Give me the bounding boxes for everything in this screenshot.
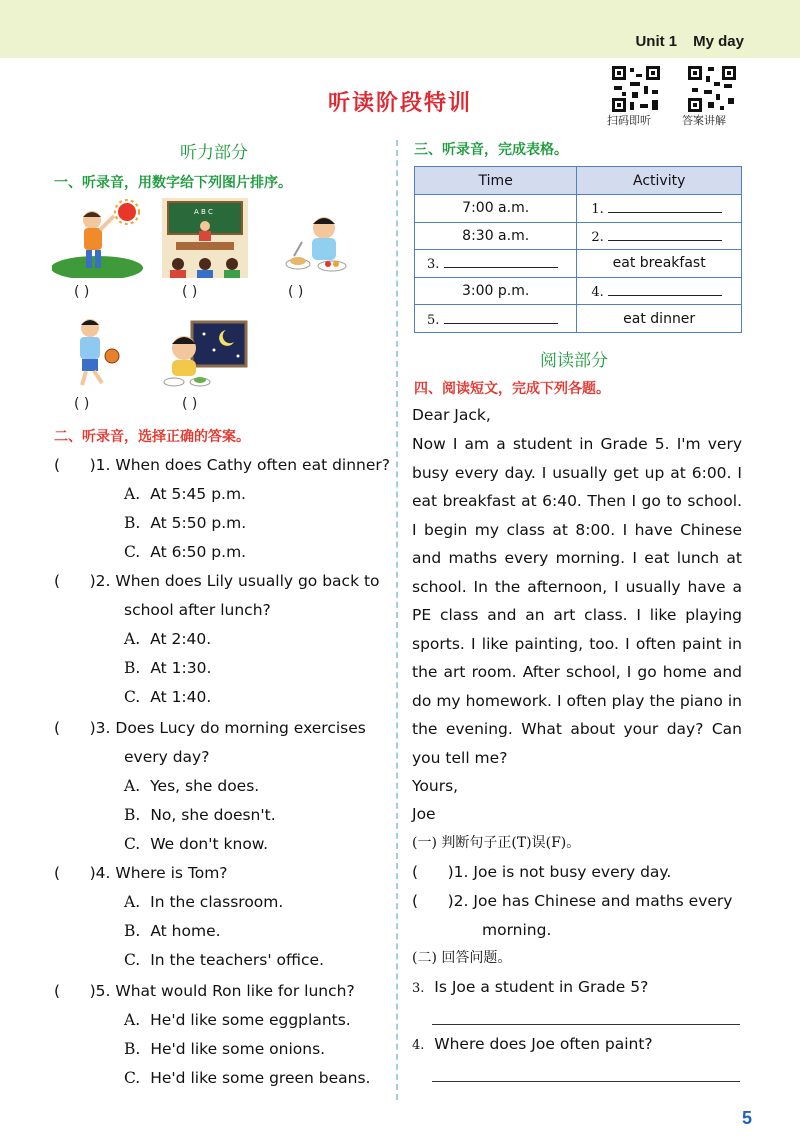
part2-title: 二、听录音，选择正确的答案。 <box>54 429 250 445</box>
qr-caption-listen: 扫码即听 <box>607 114 651 127</box>
option-c[interactable]: C. He'd like some green beans. <box>124 1069 371 1087</box>
option-a[interactable]: A. At 5:45 p.m. <box>124 485 246 503</box>
qa-question-4: 4. Where does Joe often paint? <box>412 1035 653 1053</box>
qr-caption-answer: 答案讲解 <box>682 114 726 127</box>
option-a[interactable]: A. In the classroom. <box>124 893 284 911</box>
table-row <box>415 277 742 305</box>
answer-paren[interactable]: ( ) <box>182 396 198 412</box>
time-cell[interactable]: 3. <box>415 250 577 278</box>
qa-question-3: 3. Is Joe a student in Grade 5? <box>412 978 649 996</box>
part4-title: 四、阅读短文，完成下列各题。 <box>414 381 610 397</box>
answer-paren[interactable]: ( ) <box>288 284 304 300</box>
boy-eating-icon <box>284 212 354 276</box>
schedule-table <box>414 166 742 333</box>
unit-header <box>635 33 744 50</box>
activity-cell[interactable]: 1. <box>577 195 742 223</box>
option-c[interactable]: C. We don't know. <box>124 835 268 853</box>
question-5: ( )5. What would Ron like for lunch? <box>54 982 355 1000</box>
question-2-cont: school after lunch? <box>124 601 271 619</box>
answer-paren[interactable]: ( ) <box>182 284 198 300</box>
page-number: 5 <box>741 1108 752 1128</box>
table-row <box>415 305 742 333</box>
table-header-activity: Activity <box>577 167 742 195</box>
activity-cell: eat breakfast <box>577 250 742 278</box>
option-a[interactable]: A. Yes, she does. <box>124 777 260 795</box>
boy-dinner-night-icon <box>160 320 248 390</box>
boy-playing-sun-icon <box>52 198 148 278</box>
option-b[interactable]: B. At 1:30. <box>124 659 212 677</box>
table-row <box>415 250 742 278</box>
answer-line[interactable] <box>432 1081 740 1082</box>
answer-paren[interactable]: ( ) <box>74 396 90 412</box>
answer-line[interactable] <box>432 1024 740 1025</box>
activity-cell[interactable]: 2. <box>577 222 742 250</box>
question-3-cont: every day? <box>124 748 210 766</box>
column-divider <box>396 140 398 1100</box>
unit-label: Unit 1 <box>635 33 678 50</box>
part1-title: 一、听录音，用数字给下列图片排序。 <box>54 175 292 191</box>
table-row <box>415 195 742 223</box>
time-cell: 8:30 a.m. <box>415 222 577 250</box>
question-3: ( )3. Does Lucy do morning exercises <box>54 719 366 737</box>
table-row <box>415 222 742 250</box>
reading-section-title: 阅读部分 <box>540 351 608 371</box>
option-c[interactable]: C. In the teachers' office. <box>124 951 325 969</box>
tf-question-2-cont: morning. <box>482 921 552 939</box>
answer-paren[interactable]: ( ) <box>74 284 90 300</box>
boy-basketball-icon <box>66 316 126 390</box>
qr-code-icon[interactable] <box>686 64 738 114</box>
qr-code-icon[interactable] <box>610 64 662 114</box>
svg-text:A B C: A B C <box>194 208 213 216</box>
tf-question-1: ( )1. Joe is not busy every day. <box>412 863 672 881</box>
letter-signature: Joe <box>412 805 436 823</box>
table-header-time: Time <box>415 167 577 195</box>
question-2: ( )2. When does Lily usually go back to <box>54 572 380 590</box>
letter-body: Now I am a student in Grade 5. I'm very busy every day. I usually get up at 6:00. I eat breakfast at 6:40. Then I go to school. I begin my class at 8:00. I have Chinese and maths every morning. I eat lunch at school. In the afternoon, I usually have a PE class and an art class. I like playing sports. I like painting, too. I often paint in the art room. After school, I go home and do my homework. I often play the piano in the evening. What about your day? Can you tell me? <box>412 435 742 767</box>
part3-title: 三、听录音，完成表格。 <box>414 142 568 158</box>
option-c[interactable]: C. At 1:40. <box>124 688 212 706</box>
listening-section-title: 听力部分 <box>180 143 248 163</box>
option-c[interactable]: C. At 6:50 p.m. <box>124 543 247 561</box>
letter-closing: Yours, <box>412 777 459 795</box>
page-title: 听读阶段特训 <box>327 91 472 116</box>
qa-instruction: (二) 回答问题。 <box>412 950 512 966</box>
question-4: ( )4. Where is Tom? <box>54 864 228 882</box>
option-a[interactable]: A. At 2:40. <box>124 630 212 648</box>
tf-question-2: ( )2. Joe has Chinese and maths every <box>412 892 733 910</box>
option-a[interactable]: A. He'd like some eggplants. <box>124 1011 351 1029</box>
classroom-teacher-icon <box>162 198 248 278</box>
option-b[interactable]: B. At home. <box>124 922 221 940</box>
letter-greeting: Dear Jack, <box>412 406 491 424</box>
unit-topic: My day <box>693 33 744 50</box>
question-1: ( )1. When does Cathy often eat dinner? <box>54 456 391 474</box>
option-b[interactable]: B. No, she doesn't. <box>124 806 276 824</box>
activity-cell[interactable]: 4. <box>577 277 742 305</box>
activity-cell: eat dinner <box>577 305 742 333</box>
time-cell: 3:00 p.m. <box>415 277 577 305</box>
option-b[interactable]: B. At 5:50 p.m. <box>124 514 247 532</box>
tf-instruction: (一) 判断句子正(T)误(F)。 <box>412 835 581 851</box>
time-cell: 7:00 a.m. <box>415 195 577 223</box>
option-b[interactable]: B. He'd like some onions. <box>124 1040 326 1058</box>
time-cell[interactable]: 5. <box>415 305 577 333</box>
